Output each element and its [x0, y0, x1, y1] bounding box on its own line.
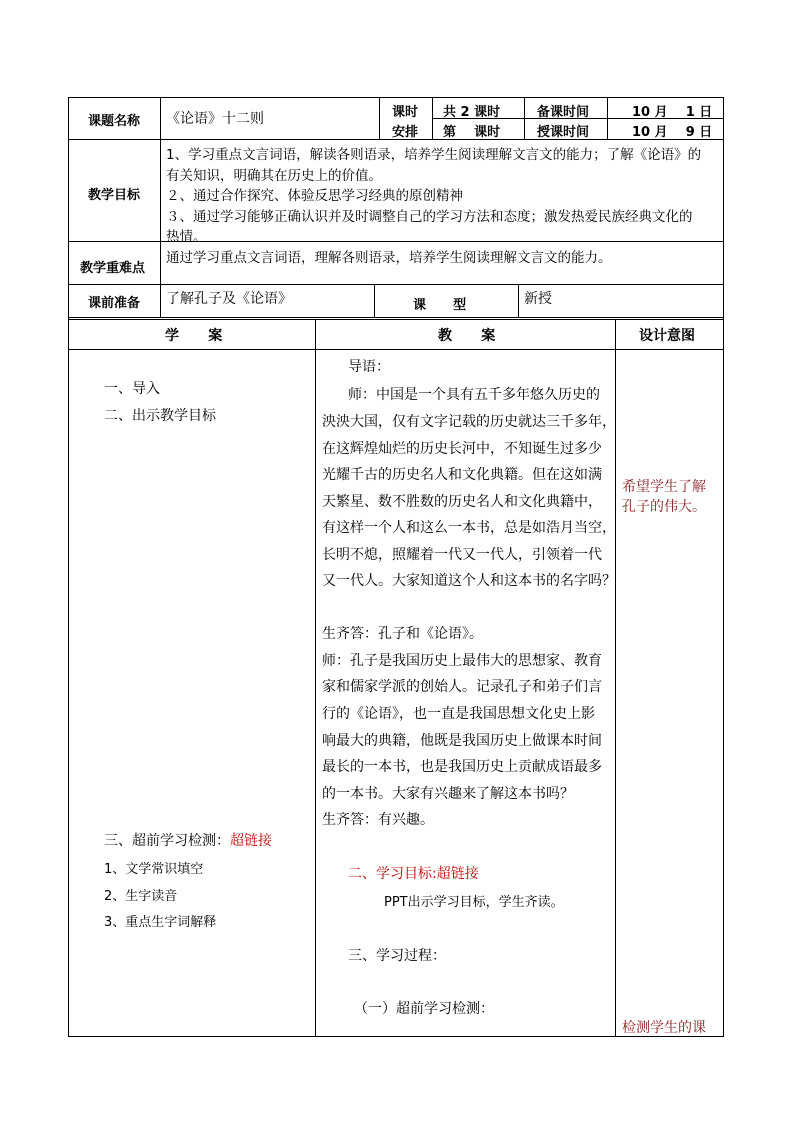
period-number: 第 课时 — [443, 125, 501, 140]
lesson-line: 有这样一个人和这么一本书，总是如浩月当空， — [322, 520, 616, 536]
lesson-line: 生齐答：孔子和《论语》。 — [322, 626, 483, 642]
study-item-2: 2、生字读音 — [104, 889, 178, 904]
lesson-goal-link[interactable]: 超链接 — [436, 866, 479, 882]
lesson-line: 的一本书。大家有兴趣来了解这本书吗？ — [322, 786, 574, 802]
lesson-subheading: （一）超前学习检测： — [354, 1001, 494, 1017]
study-item-1: 1、文学常识填空 — [104, 862, 204, 877]
topic-label: 课题名称 — [88, 114, 141, 129]
goal-line-3: ２、通过合作探究、体验反思学习经典的原创精神 — [166, 188, 463, 204]
study-item-3: 3、重点生字词解释 — [104, 915, 217, 930]
prep-time-value: 10 月 1 日 — [632, 105, 713, 120]
lesson-line: 天繁星、数不胜数的历史名人和文化典籍中， — [322, 494, 602, 510]
goal-line-2: 有关知识，明确其在历史上的价值。 — [166, 168, 382, 184]
lesson-line: 长明不熄，照耀着一代又一代人，引领着一代 — [322, 547, 602, 563]
lesson-goal-line — [348, 863, 479, 883]
lesson-goal-text: 二、学习目标: — [348, 866, 437, 882]
lesson-line: 最长的一本书，也是我国历史上贡献成语最多 — [322, 759, 602, 775]
topic-value: 《论语》十二则 — [166, 111, 264, 127]
lesson-ppt-line: PPT出示学习目标，学生齐读。 — [384, 895, 564, 910]
total-periods: 共 2 课时 — [443, 105, 501, 120]
teaching-plan-header: 教 案 — [438, 328, 496, 344]
period-label-1: 课时 — [392, 105, 419, 120]
period-label-2: 安排 — [392, 125, 419, 140]
goal-line-4: ３、通过学习能够正确认识并及时调整自己的学习方法和态度；激发热爱民族经典文化的 — [166, 209, 693, 225]
design-note-2: 检测学生的课 — [622, 1020, 706, 1036]
lesson-type-value: 新授 — [524, 291, 552, 307]
teach-time-value: 10 月 9 日 — [632, 125, 713, 140]
lesson-line: 又一代人。大家知道这个人和这本书的名字吗？ — [322, 573, 616, 589]
pre-check-link[interactable]: 超链接 — [230, 833, 272, 849]
lesson-line: 在这辉煌灿烂的历史长河中，不知诞生过多少 — [322, 441, 602, 457]
lesson-line: 生齐答：有兴趣。 — [322, 812, 434, 828]
key-points-label: 教学重难点 — [80, 261, 146, 276]
goals-label: 教学目标 — [88, 188, 141, 203]
design-note-1a: 希望学生了解 — [622, 479, 706, 495]
prep-time-label: 备课时间 — [537, 105, 590, 120]
lesson-line: 泱泱大国，仅有文字记载的历史就达三千多年， — [322, 414, 616, 430]
study-intro: 一、导入 — [104, 381, 160, 397]
teach-time-label: 授课时间 — [537, 125, 590, 140]
key-points-value: 通过学习重点文言词语，理解各则语录，培养学生阅读理解文言文的能力。 — [166, 250, 612, 266]
lesson-process-line: 三、学习过程： — [348, 948, 446, 964]
lesson-line: 导语： — [348, 359, 390, 375]
pre-check-text: 三、超前学习检测： — [104, 833, 230, 849]
lesson-line: 师：中国是一个具有五千多年悠久历史的 — [348, 387, 600, 403]
pre-check-line — [104, 830, 272, 850]
preparation-label: 课前准备 — [88, 296, 141, 311]
lesson-line: 响最大的典籍，他既是我国历史上做课本时间 — [322, 733, 602, 749]
lesson-line: 师：孔子是我国历史上最伟大的思想家、教育 — [322, 653, 602, 669]
lesson-line: 家和儒家学派的创始人。记录孔子和弟子们言 — [322, 679, 602, 695]
goal-line-5: 热情。 — [166, 229, 207, 245]
study-show-goals: 二、出示教学目标 — [104, 408, 216, 424]
lesson-type-label: 课 型 — [413, 298, 467, 313]
design-intent-header: 设计意图 — [639, 328, 695, 344]
study-plan-header: 学 案 — [165, 328, 223, 344]
preparation-value: 了解孔子及《论语》 — [166, 291, 292, 307]
lesson-line: 光耀千古的历史名人和文化典籍。但在这如满 — [322, 467, 602, 483]
lesson-line: 行的《论语》，也一直是我国思想文化史上影 — [322, 706, 595, 722]
design-note-1b: 孔子的伟大。 — [622, 499, 706, 515]
goal-line-1: 1、学习重点文言词语，解读各则语录，培养学生阅读理解文言文的能力；了解《论语》的 — [166, 147, 702, 163]
